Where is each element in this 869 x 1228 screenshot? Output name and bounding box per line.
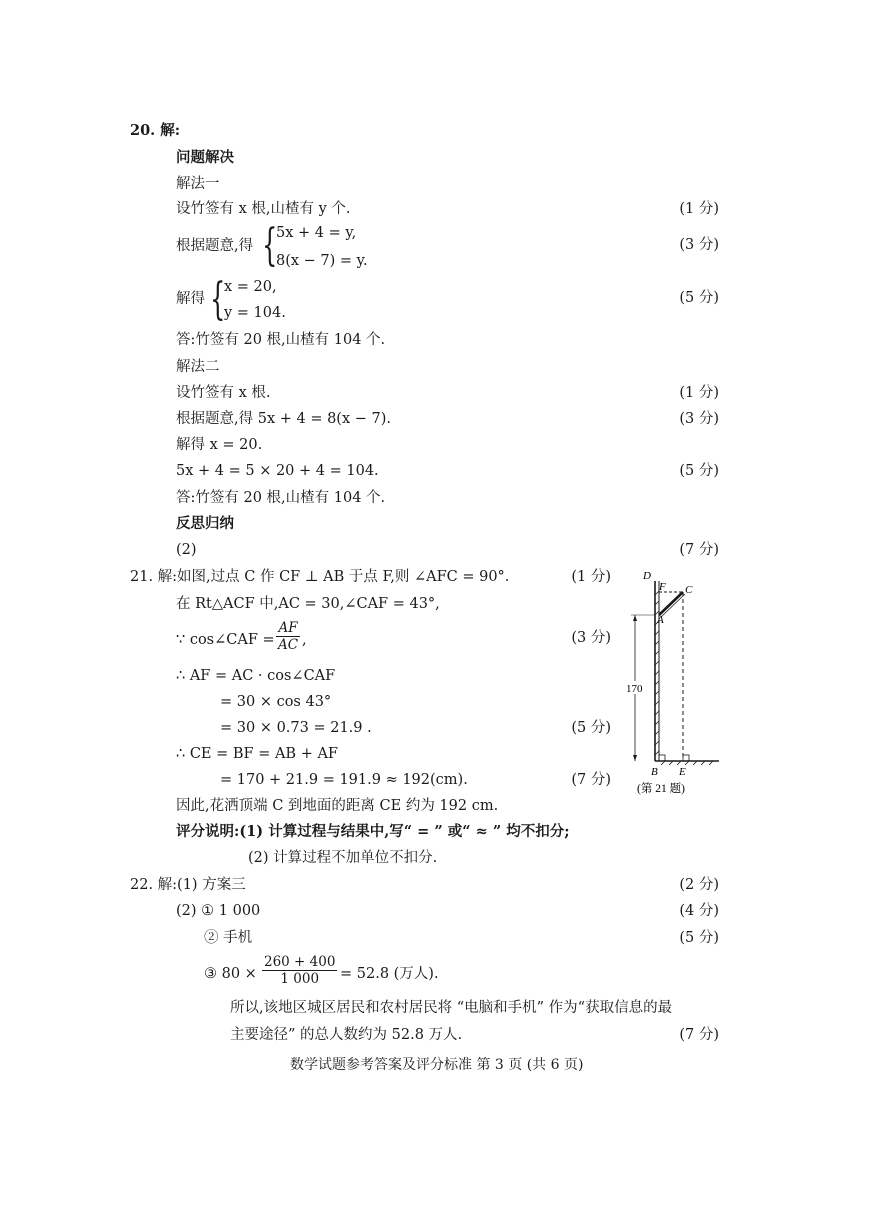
q20-m1-line2-score: (3 分) [679,237,719,253]
label-b: B [651,766,658,778]
q21-line3-comma: , [302,632,307,648]
label-a: A [657,614,664,626]
figure-caption: (第 21 题) [637,783,685,795]
q20-m1-brace: { [262,220,278,271]
q20-heading: 20. 解: [130,122,181,139]
label-d: D [643,570,651,582]
page-footer: 数学试题参考答案及评分标准 第 3 页 (共 6 页) [290,1057,584,1073]
q21-line8-score: (7 分) [571,772,611,788]
q20-m1-answer: 答:竹签有 20 根,山楂有 104 个. [176,332,386,348]
q22-line6-score: (7 分) [679,1027,719,1043]
q20-item2-score: (7 分) [679,542,719,558]
q21-line3-score: (3 分) [571,630,611,646]
q20-m1-eq1: 5x + 4 = y, [276,225,357,241]
q20-m2-line4: 5x + 4 = 5 × 20 + 4 = 104. [176,463,379,479]
q22-line3: ② 手机 [204,930,253,946]
dimension-arrow-bottom [633,755,637,761]
q20-m1-eq2: 8(x − 7) = y. [276,253,368,269]
q20-m1-line1-score: (1 分) [679,201,719,217]
q21-frac-numerator: AF [278,620,298,636]
right-angle-b [659,755,665,761]
q22-line1: 22. 解:(1) 方案三 [130,877,246,893]
q20-m2-answer: 答:竹签有 20 根,山楂有 104 个. [176,490,386,506]
q21-frac-denominator: AC [278,637,299,653]
q22-frac-numerator: 260 + 400 [264,954,336,970]
q21-line8: = 170 + 21.9 = 191.9 ≈ 192(cm). [220,772,468,788]
q20-m2-line2-score: (3 分) [679,411,719,427]
q21-line3-label: ∵ cos∠CAF = [176,632,275,648]
q21-line7: ∴ CE = BF = AB + AF [176,746,338,762]
q20-m2-line1: 设竹签有 x 根. [176,385,271,401]
label-170: 170 [626,683,643,695]
q21-line1: 21. 解:如图,过点 C 作 CF ⊥ AB 于点 F,则 ∠AFC = 90°. [130,569,510,585]
q20-method1-title: 解法一 [176,176,220,192]
q20-m1-line2-label: 根据题意,得 [176,238,254,254]
q22-line2: (2) ① 1 000 [176,903,261,919]
q21-note2: (2) 计算过程不加单位不扣分. [248,850,438,866]
q20-m1-sol2: y = 104. [224,305,286,321]
shower-arm-edge [661,594,685,617]
q20-method2-title: 解法二 [176,359,220,375]
q21-line6-score: (5 分) [571,720,611,736]
q20-section-problem-solving: 问题解决 [176,149,234,166]
q22-line1-score: (2 分) [679,877,719,893]
q22-line3-score: (5 分) [679,930,719,946]
q22-fraction [262,954,337,987]
q22-frac-denominator: 1 000 [280,971,320,987]
q22-line4-result: = 52.8 (万人). [340,966,439,982]
q20-m2-line2: 根据题意,得 5x + 4 = 8(x − 7). [176,411,392,427]
q21-line6: = 30 × 0.73 = 21.9 . [220,720,372,736]
q20-m1-line3-label: 解得 [176,291,205,307]
q20-item2: (2) [176,542,197,558]
q20-m1-brace2: { [210,274,226,325]
q21-note1: 评分说明:(1) 计算过程与结果中,写“ = ” 或“ ≈ ” 均不扣分; [176,823,570,840]
q21-line4: ∴ AF = AC · cos∠CAF [176,668,336,684]
q22-line2-score: (4 分) [679,903,719,919]
q20-section-reflection: 反思归纳 [176,515,234,532]
q21-conclusion: 因此,花洒顶端 C 到地面的距离 CE 约为 192 cm. [176,798,499,814]
q20-m2-line1-score: (1 分) [679,385,719,401]
q22-line4-label: ③ 80 × [204,966,257,982]
q22-line6: 主要途径” 的总人数约为 52.8 万人. [230,1027,463,1043]
q20-m1-line3-score: (5 分) [679,290,719,306]
right-angle-e [683,755,689,761]
q20-m1-line1: 设竹签有 x 根,山楂有 y 个. [176,201,351,217]
label-e: E [679,766,686,778]
dimension-arrow-top [633,615,637,621]
q21-line1-score: (1 分) [571,569,611,585]
q21-line2: 在 Rt△ACF 中,AC = 30,∠CAF = 43°, [176,596,440,612]
q22-line5: 所以,该地区城区居民和农村居民将 “电脑和手机” 作为“获取信息的最 [230,1000,673,1016]
q21-fraction [276,620,300,653]
q21-line5: = 30 × cos 43° [220,694,332,710]
shower-arm-ac [659,592,683,615]
q20-m2-line3: 解得 x = 20. [176,437,263,453]
q20-m1-sol1: x = 20, [224,279,277,295]
q20-m2-line4-score: (5 分) [679,463,719,479]
label-f: F [659,581,666,593]
q21-figure [625,565,725,800]
label-c: C [685,584,693,596]
